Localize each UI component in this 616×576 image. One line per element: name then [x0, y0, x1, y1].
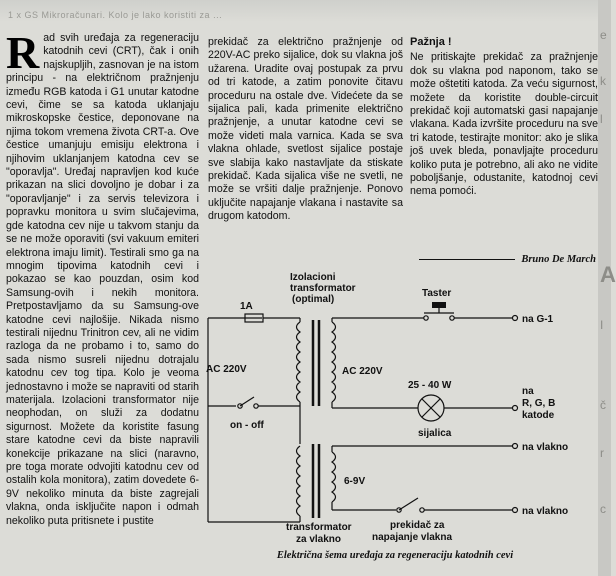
iso-label-1: Izolacioni [290, 272, 336, 283]
filament-terminal-1 [513, 444, 518, 449]
taster-contact-a [424, 316, 428, 320]
discharge-switch-label-1: prekidač za [390, 520, 445, 531]
iso-label-2: transformator [290, 283, 356, 294]
drop-cap: R [6, 27, 40, 78]
filament-switch-contact-b [420, 508, 424, 512]
g1-terminal [513, 316, 518, 321]
signature-rule [419, 259, 515, 260]
secondary-coil [332, 322, 336, 402]
edge-letter: c [600, 502, 606, 516]
figure-caption: Električna šema uređaja za regeneraciju katodnih cevi [276, 550, 514, 561]
switch-contact-b [254, 404, 258, 408]
filament-terminal-2 [513, 508, 518, 513]
secondary-voltage-label: 6-9V [344, 476, 366, 487]
column-1-text: ad svih uređaja za regeneraciju katodnih cevi (CRT), čak i onih najskupljih, zasnovan je na istom principu - na električnom pražnjenju između RGB katoda i G1 unutar katodne cevi, čime se sa katoda uklanjaju mikroskopske čestice, deponovane na njima tokom vremena života CRT-a. Ove čestice umanjuju emisiju elektrona i njihovim uklanjanjem katodna cev se "oporavlja". Uređaj napravljen kod kuće prikazan na slici dovoljno je dobar i za "oporavljanje" i za servis televizora i popravku monitora u svim slučajevima, gde katodna cev nije u takvom stanju da se ne može oporaviti (svi vakuum emiteri elektrona imaju limit). Testirali smo ga na mnogim tipovima katodnih cevi i pokazao se kao pouzdan, osim kod Samsung-ovih i nekih monitora. Pretpostavljamo da su Samsung-ove katodne cevi najlošije. Nikada nismo testirali nijednu Trinitron cev, ali ne vidim razloga da ne probamo i to, samo do sada nismo susreli nijednu dotrajalu katodnu cev tog tipa. Kolo je veoma jednostavno i može se napraviti od starih materijala. Izolacioni transformator nije neophodan, on služi za dodatnu sigurnost. Možete da koristite fasung stare katodne cevi da biste napravili konekcije prikazane na slici (naravno, pre toga morate odvojiti katodnu cev od ostalih kola monitora), zatim dovedete 6-9V nekoliko minuta da biste zagrejali vlakna, onda isključite napon i odmah nekoliko puta pritisnete i pustite [6, 32, 199, 527]
article-column-1 [6, 27, 199, 528]
filament-out-label-2: na vlakno [522, 506, 569, 517]
filament-tx-label-2: za vlakno [296, 534, 342, 545]
edge-letter: r [600, 446, 604, 460]
taster-contact-b [450, 316, 454, 320]
edge-letter: A [600, 262, 616, 287]
cathode-label-2: R, G, B [522, 398, 556, 409]
taster-button [432, 302, 446, 308]
switch-label: on - off [230, 420, 264, 431]
filament-switch-lever [399, 498, 418, 510]
ac-in-label: AC 220V [206, 364, 247, 375]
filament-secondary-coil [332, 452, 336, 502]
discharge-switch-label-2: napajanje vlakna [372, 532, 453, 543]
edge-letter: l [600, 112, 603, 126]
filament-tx-label-1: transformator [286, 522, 352, 533]
article-page [0, 22, 598, 576]
bulb-label: sijalica [418, 428, 452, 439]
warning-heading: Pažnja ! [410, 36, 452, 48]
warning-text: Ne pritiskajte prekidač za pražnjenje dok su vlakna pod naponom, tako se može oštetiti katoda. Za veću sigurnost, možete da koristite double-circuit prekidač koji automatski gasi napajanje vlakana. Kada izvršite proceduru na sve tri katode, testirajte monitor: ako je slika još uvek bleda, ponavljajte proceduru koliko puta je potrebno, ali ako ne vidite poboljšanje, odustanite, katodnoj cevi nema pomoći. [410, 51, 598, 198]
edge-letter: e [600, 28, 607, 42]
cathode-label-1: na [522, 386, 534, 397]
ac-out-label: AC 220V [342, 366, 383, 377]
switch-lever [240, 397, 254, 406]
taster-label: Taster [422, 288, 452, 299]
iso-label-3: (optimal) [292, 294, 335, 305]
cathode-label-3: katode [522, 410, 555, 421]
edge-letter: k [600, 74, 606, 88]
warning-box [410, 36, 598, 199]
filament-out-label-1: na vlakno [522, 442, 569, 453]
edge-letter: č [600, 398, 606, 412]
bleed-text: 1 x GS Mikroračunari. Kolo je lako koristiti za ... [8, 10, 223, 20]
g1-label: na G-1 [522, 314, 554, 325]
filament-primary-coil [297, 446, 301, 516]
author-signature [410, 254, 596, 265]
edge-letter: I [600, 318, 604, 332]
circuit-diagram [200, 266, 598, 556]
column-2-text: prekidač za električno pražnjenje od 220V-AC preko sijalice, dok su vlakna još užarena. Uradite ovaj postupak za prvu od tri katode, a zatim ponovite čitavu proceduru na ostale dve. Videćete da se sijalica pali, kada primenite električno pražnjenje, a unutar katodne cevi se može videti mala varnica. Kada se sva vlakna ohlade, svetlost sijalice postaje sve slabija kako nastavljate da stiskate prekidač. Kada sijalica više ne svetli, ne može se vršiti dalje pražnjenje. Ponovo uključite napajanje vlakana i nastavite sa drugom katodom. [208, 36, 403, 223]
bulb-rating-label: 25 - 40 W [408, 380, 452, 391]
primary-coil [297, 322, 301, 402]
article-column-2 [208, 36, 403, 224]
fuse-label: 1A [240, 301, 253, 312]
author-name: Bruno De March [521, 254, 596, 265]
schematic-svg [200, 266, 598, 556]
previous-page-bleed [0, 0, 611, 22]
rgb-terminal [513, 406, 518, 411]
next-page-edge [598, 0, 616, 576]
